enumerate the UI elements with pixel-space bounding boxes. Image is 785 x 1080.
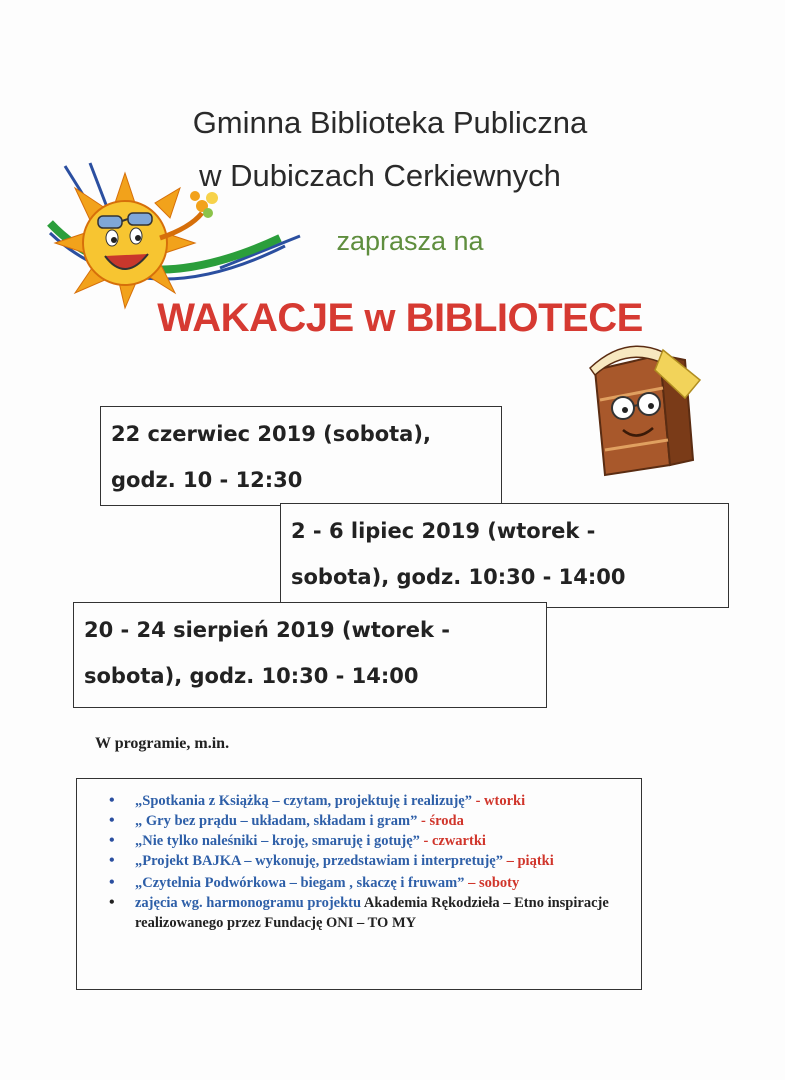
program-item-title: „Czytelnia Podwórkowa – biegam , skaczę i fruwam” [135,875,465,891]
date-line: 20 - 24 sierpień 2019 (wtorek - [84,618,450,642]
list-item [117,851,641,871]
time-line: sobota), godz. 10:30 - 14:00 [84,664,419,688]
program-item-title: „ Gry bez prądu – układam, składam i gram” [135,813,418,829]
program-box [76,778,642,990]
time-line: sobota), godz. 10:30 - 14:00 [291,565,626,589]
list-item [117,811,641,831]
list-item [117,831,641,851]
program-item-day: - czwartki [419,833,486,849]
time-line: godz. 10 - 12:30 [111,468,303,492]
program-item-day: – soboty [464,875,520,891]
date-line: 2 - 6 lipiec 2019 (wtorek - [291,519,596,543]
program-item-title: „Spotkania z Książką – czytam, projektuję i realizuję” [135,793,472,809]
list-item [117,893,641,933]
event-title: WAKACJE w BIBLIOTECE [157,296,643,340]
program-item-extra: Akademia Rękodzieła – Etno inspiracje realizowanego przez Fundację ONI – TO MY [135,895,609,931]
program-item-title: „Nie tylko naleśniki – kroję, smaruję i gotuję” [135,833,420,849]
program-item-title: zajęcia wg. harmonogramu projektu [135,895,362,911]
list-item [117,873,641,893]
list-item [117,791,641,811]
date-box-august [73,602,547,708]
program-item-day: – piątki [502,853,554,869]
book-character-icon [575,330,715,480]
program-item-title: „Projekt BAJKA – wykonuję, przedstawiam i interpretuję” [135,853,503,869]
library-location: w Dubiczach Cerkiewnych [199,158,561,193]
date-line: 22 czerwiec 2019 (sobota), [111,422,431,446]
date-box-june [100,406,502,506]
program-list [77,779,641,933]
date-box-july [280,503,729,608]
program-heading: W programie, m.in. [95,735,230,752]
program-item-day: - wtorki [471,793,526,809]
invite-text: zaprasza na [336,226,484,256]
library-name: Gminna Biblioteka Publiczna [192,105,588,140]
program-item-day: - środa [417,813,464,829]
